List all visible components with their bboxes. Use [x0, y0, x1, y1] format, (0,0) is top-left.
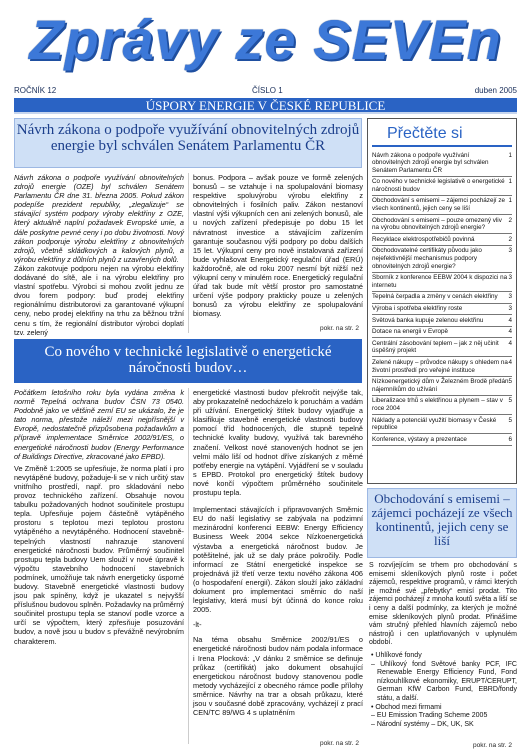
aside-text: S rozvíjejícím se trhem pro obchodování s emisemi skleníkových plynů roste i počet zájemců, respektive programů, v rámci kterých je možné své „přebytky“ emisí prodat. Tito zájemci pocházejí z mnoha koutů světa a liší se i ceny a další podmínky, za kterých je možné emise skleníkových plynů prodat. Přinášíme vám stručný přehled hlavních zájemců nebo nástrojů i cen uplatňovaných v uplynulém období.	[369, 562, 517, 647]
contents-item-text: Obchodování s emisemi – pouze omezený vliv na výrobu obnovitelných zdrojů energie?	[372, 216, 502, 232]
article2-col2-text3: Na téma obsahu Směrnice 2002/91/ES o energetické náročnosti budov nám podala informace i Irena Plocková: „V dánku 2 směrnice se definuje průkaz (certifikát) jako dokument obsahující energetickou náročnost budovy stanovenou podle metody vycházející z obecného rámce podle přílohy směrnice. Návrhy na trar a obsah průkazu, které jsou v současné době zpracovány, vycházejí z prací CEN/TC 89/WG 4 s uplatněním	[193, 635, 363, 718]
contents-item-page: 3	[508, 293, 512, 301]
contents-item[interactable]	[372, 357, 512, 376]
contents-item-text: Výroba i spotřeba elektřiny roste	[372, 305, 463, 312]
contents-item[interactable]	[372, 315, 512, 327]
contents-item[interactable]	[372, 304, 512, 316]
contents-item[interactable]	[372, 150, 512, 177]
contents-item-page: 1	[508, 151, 512, 159]
contents-item-text: Světová banka kupuje zelenou elektřinu	[372, 316, 484, 324]
column-divider-2	[188, 388, 189, 744]
contents-item-text: Centrální zásobování teplem – jak z něj učinit úspěšný projekt	[372, 339, 499, 355]
contents-item-page: 4	[508, 339, 512, 347]
issue-date: duben 2005	[474, 86, 517, 95]
contents-item-text: Co nového v technické legislativě o energetické náročnosti budov	[372, 178, 505, 193]
article2-signature: -lt-	[193, 620, 202, 630]
contents-sidebar	[367, 118, 517, 484]
contents-item[interactable]	[372, 338, 512, 357]
aside-list-item: • Obchod mezi firmami	[371, 703, 442, 711]
contents-item[interactable]	[372, 215, 512, 234]
contents-item-page: 3	[508, 305, 512, 312]
article2-col2-text: energetické vlastnosti budov překročit nejvýše tak, aby prokazatelně nedocházelo k poruchám a vadám při užívání. Energetický štítek budovy vyjadřuje a klasifikuje stavebně energetické vlastnosti budovy pomocí tříd hodnocených, dle stupně tepelně technické kvality budovy, využívá tak barevného značení. Velkost nové stanovených hodnot se jen velmi málo liší od hodnot dříve získaných z měrné potřeby energie na vytápění. Vyjádření se v souladu s EPBD. Protokol pro energetický štítek budovy nové končí výpočtem průměrného součinitele prostupu tepla.	[193, 388, 363, 498]
contents-item-page: 4	[508, 328, 512, 336]
contents-item-page: 3	[508, 247, 512, 255]
article1-intro: Návrh zákona o podpoře využívání obnovitelných zdrojů energie (OZE) byl schválen Senátem Parlamentu ČR dne 31. března 2005. Pokud zákon podepíše prezident republiky, „zlegalizuje“ se stávající systém podpory výroby elektřiny z OZE, který aktuálně naplní požadavek Evropské unie, a dále poskytne pevné ceny i po dobu životnosti. Nový zákon podporuje výrobu elektřiny z obnovitelných zdrojů, včetně skládkových a kalových plynů, a výrobu elektřiny z důlních plynů z uzavřených dolů.	[14, 173, 184, 264]
contents-item-page: 5	[508, 397, 512, 405]
article2-col2	[193, 388, 363, 738]
contents-item-page: 1	[508, 178, 512, 186]
contents-item-text: Konference, výstavy a prezentace	[372, 435, 467, 443]
contents-item-page: 6	[508, 435, 512, 443]
contents-item-page: 3	[508, 274, 512, 282]
aside-title: Obchodování s emisemi – zájemci pocházejí ze všech kontinentů, jejich ceny se liší	[367, 488, 517, 558]
issue-meta	[14, 86, 517, 98]
contents-item-page: 4	[508, 316, 512, 324]
aside-continued: pokr. na str. 2	[473, 742, 513, 749]
contents-item[interactable]	[372, 396, 512, 415]
contents-item-text: Recyklace elektrospotřebičů povinná	[372, 235, 475, 243]
masthead-title: Zprávy ze SEVEn	[29, 8, 502, 71]
article2-col1	[14, 388, 184, 750]
contents-item-text: Návrh zákona o podpoře využívání obnovitelných zdrojů energie byl schválen Senátem Parlamentu ČR	[372, 151, 489, 174]
article1-col2-text: bonus. Podpora – avšak pouze ve formě zelených bonusů – se vztahuje i na spolupalování biomasy respektive spoluvýrobu výrobu elektřiny z obnovitelných i fosilních paliv. Zákon nestanoví vlastní výši výkupních cen ani zelených bonusů, ale u nových zařízení předepisuje po dobu 15 let návratnost investice a stávajícím zařízením garantuje současnou výši podpory po dobu dalších 15 let. Výkupní ceny pro nově instalovaná zařízení bude vyhlašovat Energetický regulační úřad (ERÚ) každoročně, ale od roku 2007 nesmí být nižší než výkupní ceny v minulém roce. Energetický regulační úřad tak bude mít větší prostor pro samostatné určení výše podpory prakticky pouze u zelených bonusů za výrobu elektřiny ze spolupalování biomasy.	[193, 173, 363, 319]
contents-item-page: 2	[508, 216, 512, 224]
contents-item[interactable]	[372, 327, 512, 339]
contents-list	[368, 147, 516, 446]
issue-number: ČÍSLO 1	[252, 86, 283, 95]
article2-intro: Počátkem letošního roku byla vydána změna k normě Tepelná ochrana budov ČSN 73 0540. Podobně jako ve většině zemí EU se ukázalo, že je tato norma, přestože náleží mezi nejpřísnější v Evropě, nedostatečně přizpůsobena požadavkům a přípravě implementace Směrnice 2002/91/ES, o energetické náročnosti budov (Energy Performance of Buildings Directive, zkracované jako EPBD).	[14, 388, 184, 461]
column-divider	[188, 173, 189, 333]
section-banner: ÚSPORY ENERGIE V ČESKÉ REPUBLICE	[14, 98, 517, 114]
contents-item[interactable]	[372, 246, 512, 273]
article2-title: Co nového v technické legislativě o energetické náročnosti budov…	[14, 339, 362, 383]
aside-body	[369, 562, 517, 729]
aside-list-item: – Uhlíkový fond Světové banky PCF, IFC Renewable Energy Efficiency Fund, Fond nízkouhlíkové ekonomiky, ERUPT/CERUPT, German KfW Carbon Fund, EBRD/fondy státu, a další.	[371, 660, 517, 702]
contents-item[interactable]	[372, 434, 512, 446]
contents-item-page: 5	[508, 416, 512, 424]
article1-col2	[193, 173, 363, 323]
contents-item-text: Liberalizace trhů s elektřinou a plynem – stav v roce 2004	[372, 397, 503, 412]
contents-item[interactable]	[372, 177, 512, 196]
contents-item-text: Sborník z konference EEBW 2004 k dispozici na internetu	[372, 274, 508, 289]
contents-item-page: 2	[508, 235, 512, 243]
article2-col2-text2: Implementaci stávajících i připravovaných Směrnic EU do naší legislativy se zabývala na podzimní mezinárodní konferenci EEBW: Energy Efficiency Business Week 2004 sekce Nízkoenergetická výstavba a energetická náročnost budov. Je potěšitelné, jak už se daly práce pokročily. Podle informací ze Státní energetické inspekce se projednává již třetí verze textu nového zákona 406 (o hospodaření energií). Zákon slouží jako základní dokument pro implementaci směrnic do naší legislativy, která musí být účinná do konce roku 2005.	[193, 505, 363, 615]
contents-title: Přečtěte si	[372, 119, 512, 147]
volume-label: ROČNÍK 12	[14, 86, 57, 95]
contents-item[interactable]	[372, 273, 512, 292]
contents-item[interactable]	[372, 292, 512, 304]
contents-item-page: 5	[508, 378, 512, 386]
contents-item[interactable]	[372, 415, 512, 434]
contents-item-text: Náklady a potenciál využití biomasy v České republice	[372, 416, 497, 432]
contents-item-page: 1	[508, 197, 512, 205]
contents-item-text: Tepelná čerpadla a změny v cenách elektřiny	[372, 293, 498, 301]
article1-col1	[14, 173, 184, 338]
aside-list-item: – EU Emission Trading Scheme 2005	[371, 712, 488, 720]
contents-item[interactable]	[372, 377, 512, 396]
article1-title: Návrh zákona o podpoře využívání obnovitelných zdrojů energie byl schválen Senátem Parlamentu ČR	[14, 118, 362, 168]
contents-item[interactable]	[372, 196, 512, 215]
contents-item[interactable]	[372, 234, 512, 246]
contents-item-text: Obchodování s emisemi – zájemci pocházejí ze všech kontinentů, jejich ceny se liší	[372, 197, 505, 213]
article2-continued: pokr. na str. 2	[320, 740, 360, 747]
contents-item-page: 4	[508, 358, 512, 366]
article1-continued: pokr. na str. 2	[320, 325, 360, 332]
contents-item-text: Dotace na energii v Evropě	[372, 328, 448, 336]
contents-item-text: Obchodovatelné certifikáty původu jako nejefektivnější mechanismus podpory obnovitelných zdrojů energie?	[372, 247, 482, 270]
article1-col1-text: Zákon zakotvuje podporu nejen na výrobu elektřiny dodávané do sítě, ale i na výrobu elektřiny pro vlastní spotřebu. Výrobci si mohou zvolit jednu ze dvou forem podpory: buď prodej elektřiny regionálnímu distributorovi za garantované výkupní ceny, nebo prodej elektřiny na trhu za běžnou tržní cenu s tím, že regionální distributor výrobci doplatí tzv. zelený	[14, 263, 184, 337]
masthead	[0, 0, 531, 86]
contents-item-text: Zelené nákupy – průvodce nákupy s ohledem na životní prostředí pro veřejné instituce	[372, 358, 508, 374]
aside-list	[369, 652, 517, 729]
article2-col1-text: Ve Změně 1:2005 se upřesňuje, že norma platí i pro nevytápěné budovy, požaduje-li se v nich určitý stav vnitřního prostředí, např. pro skladování nebo provoz technického zařízení. Obsahuje novou tabulku požadovaných hodnot součinitele prostupu tepla. Upřesňuje pojem částečně vytápěného prostoru s teplotou mezi teplotou prostoru vytápěného a nevytápěného. Hodnocení stavebně-tepelných vlastností nahrazuje stanovení energetické náročnosti budov. Průměrný součinitel prostupu tepla budovy Uem slouží v nové úpravě k výpočtu stavebního hodnocení stavebních podmínek, umožňuje tak návrh energeticky úsporné budovy. Stavebně energetické vlastnosti budovy jsou pak spíněny, když je ukazatel s nejvyšší příslušnou budovou splněn. Požadavky na průměrný součinitel prostupu tepla se stanoví podle vzorce a určí se výpočtem, který zpřesňuje posuzování budov, a nově jsou u budov s převážně nevýrobním charakterem.	[14, 463, 184, 646]
aside-list-item: • Uhlíkové fondy	[371, 651, 422, 659]
aside-list-item: – Národní systémy – DK, UK, SK	[371, 720, 474, 728]
contents-item-text: Nízkoenergetický dům v Železném Brodě předán nájemníkům do užívání	[372, 378, 509, 393]
